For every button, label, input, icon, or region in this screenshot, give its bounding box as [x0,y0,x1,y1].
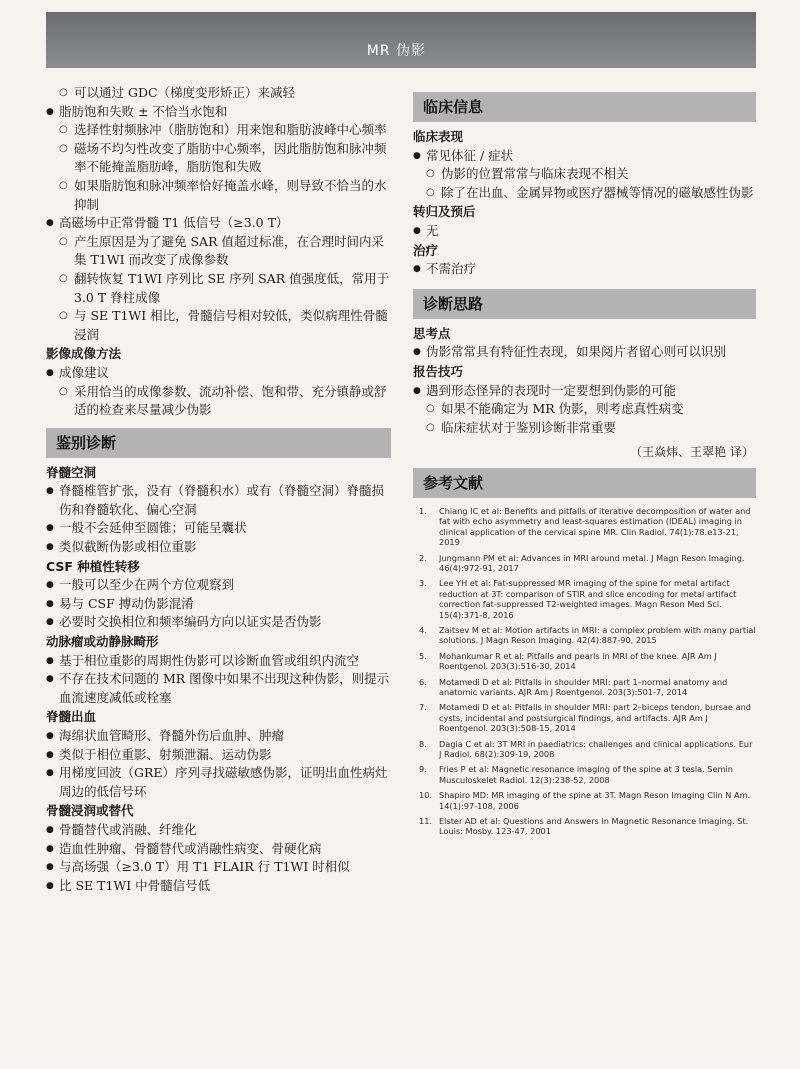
bullet-item: ● 一般可以至少在两个方位观察到 [46,576,391,595]
subsection-heading: 脊髓空洞 [46,464,97,480]
subsection-heading: 脊髓出血 [46,709,97,725]
reference-item [413,651,756,672]
sub-bullet-item: ○ 如果不能确定为 MR 伪影，则考虑真性病变 [413,400,756,419]
subsection-heading: 思考点 [413,325,451,341]
diff-section-title: 鉴别诊断 [46,428,391,458]
bullet-item: ● 海绵状血管畸形、脊髓外伤后血肿、肿瘤 [46,727,391,746]
reference-item [413,553,756,574]
clinical-section-title: 临床信息 [413,92,756,122]
left-top-list [46,84,391,344]
bullet-item: ● 与高场强（≥3.0 T）用 T1 FLAIR 行 T1WI 时相似 [46,858,391,877]
bullet-item: ● 易与 CSF 搏动伪影混淆 [46,595,391,614]
reference-text: Shapiro MD: MR imaging of the spine at 3T. Magn Reson Imaging Clin N Am. 14(1):97-108, 2006 [439,790,751,811]
sub-bullet-item: ○ 采用恰当的成像参数、流动补偿、饱和带、充分镇静或舒适的检查来尽量减少伪影 [46,383,391,420]
bullet-item: ● 类似于相位重影、射频泄漏、运动伪影 [46,746,391,765]
sub-bullet-item: ○ 磁场不均匀性改变了脂肪中心频率，因此脂肪饱和脉冲频率不能掩盖脂肪峰，脂肪饱和失败 [46,140,391,177]
reference-text: Zaitsev M et al: Motion artifacts in MRI: a complex problem with many partial solutions. J Magn Reson Imaging. 42(4):887-90, 2015 [439,624,756,646]
bullet-item: ● 成像建议 [46,364,391,383]
bullet-list [46,576,391,632]
imaging-heading: 影像成像方法 [46,346,122,362]
bullet-list [413,222,756,241]
reference-number: 10. [419,790,433,801]
subsection-heading: 临床表现 [413,129,464,144]
reference-text: Chiang IC et al: Benefits and pitfalls of iterative decomposition of water and fat with echo asymmetry and least-squares estimation (IDEAL) imaging in clinical application of the cervical spine MR. Clin Radiol. 74(1):78.e13-21, 2019 [439,505,751,548]
bullet-item: ● 一般不会延伸至圆锥；可能呈囊状 [46,519,391,538]
bullet-item: ● 必要时交换相位和频率编码方向以证实是否伪影 [46,613,391,632]
bullet-list [46,821,391,895]
subsection-heading: 治疗 [413,242,439,258]
bullet-item: ● 用梯度回波（GRE）序列寻找磁敏感伪影，证明出血性病灶周边的低信号环 [46,764,391,801]
reference-item [413,625,756,646]
reference-number: 9. [419,764,427,775]
reference-item [413,677,756,698]
bullet-item: ● 脊髓椎管扩张，没有（脊髓积水）或有（脊髓空洞）脊髓损伤和脊髓软化、偏心空洞 [46,482,391,519]
reference-item [413,578,756,620]
reference-number: 6. [419,676,427,687]
reference-item [413,739,756,760]
subsection-heading: 报告技巧 [413,363,464,379]
reference-item [413,764,756,785]
bullet-item: ● 不存在技术问题的 MR 图像中如果不出现这种伪影，则提示血流速度减低或栓塞 [46,670,391,707]
bullet-list [46,482,391,556]
reference-number: 4. [419,624,427,635]
translators: （王焱炜、王翠艳 译） [630,445,754,460]
reference-item [413,702,756,733]
reference-text: Elster AD et al: Questions and Answers in Magnetic Resonance Imaging. St. Louis: Mosby. 123-47, 2001 [439,816,749,837]
bullet-item: ● 基于相位重影的周期性伪影可以诊断血管或组织内流空 [46,652,391,671]
refs-section-title: 参考文献 [413,468,756,498]
diag-groups [413,325,756,438]
page-header [46,12,756,68]
reference-number: 7. [419,702,427,713]
reference-text: Dagia C et al: 3T MRI in paediatrics: challenges and clinical applications. Eur J Radiol. 68(2):309-19, 2008 [439,738,753,760]
bullet-list [413,343,756,362]
sub-bullet-item: ○ 产生原因是为了避免 SAR 值超过标准，在合理时间内采集 T1WI 而改变了成像参数 [46,233,391,270]
sub-bullet-item: ○ 可以通过 GDC（梯度变形矫正）来减轻 [46,84,391,103]
bullet-list [46,727,391,801]
reference-item [413,816,756,837]
sub-bullet-item: ○ 翻转恢复 T1WI 序列比 SE 序列 SAR 值强度低，常用于 3.0 T 脊柱成像 [46,270,391,307]
clinical-groups [413,128,756,279]
subsection-heading: 动脉瘤或动静脉畸形 [46,634,159,650]
sub-bullet-item: ○ 选择性射频脉冲（脂肪饱和）用来饱和脂肪波峰中心频率 [46,121,391,140]
reference-number: 11. [419,816,433,827]
reference-number: 2. [419,552,427,563]
bullet-list [46,652,391,708]
bullet-list [413,382,756,438]
bullet-item: ● 比 SE T1WI 中骨髓信号低 [46,877,391,896]
sub-bullet-item: ○ 与 SE T1WI 相比，骨髓信号相对较低，类似病理性骨髓浸润 [46,307,391,344]
reference-text: Fries P et al: Magnetic resonance imaging of the spine at 3 tesla. Semin Musculoskelet Radiol. 12(3):238-52, 2008 [439,764,733,785]
imaging-list [46,364,391,420]
reference-list [413,506,756,837]
reference-number: 5. [419,650,427,661]
subsection-heading: 骨髓浸润或替代 [46,803,134,819]
reference-item [413,790,756,811]
bullet-item: ● 造血性肿瘤、骨髓替代或消融性病变、骨硬化病 [46,840,391,859]
bullet-list [413,147,756,203]
bullet-item: ● 高磁场中正常骨髓 T1 低信号（≥3.0 T） [46,214,391,233]
subsection-heading: 转归及预后 [413,204,476,220]
sub-bullet-item: ○ 如果脂肪饱和脉冲频率恰好掩盖水峰，则导致不恰当的水抑制 [46,177,391,214]
reference-number: 3. [419,578,427,589]
bullet-item: ● 无 [413,222,756,241]
reference-text: Lee YH et al: Fat-suppressed MR imaging of the spine for metal artifact reduction at 3T: comparison of STIR and slice encoding for metal artifact correction fat-suppressed T2-weighted images. Magn Reson Med Sci. 15(4):371-8, 2016 [439,578,737,620]
reference-item [413,506,756,548]
bullet-item: ● 遇到形态怪异的表现时一定要想到伪影的可能 [413,382,756,401]
reference-text: Motamedi D et al: Pitfalls in shoulder MRI: part 1–normal anatomy and anatomic variants. AJR Am J Roentgenol. 203(3):501-7, 2014 [439,676,728,697]
bullet-item: ● 骨髓替代或消融、纤维化 [46,821,391,840]
reference-text: Motamedi D et al: Pitfalls in shoulder MRI: part 2–biceps tendon, bursae and cysts, incidental and postsurgical findings, and artifacts. AJR Am J Roentgenol. 203(3):508-15, 2014 [439,702,751,734]
subsection-heading: CSF 种植性转移 [46,558,140,574]
bullet-item: ● 类似截断伪影或相位重影 [46,538,391,557]
sub-bullet-item: ○ 伪影的位置常常与临床表现不相关 [413,165,756,184]
reference-text: Jungmann PM et al: Advances in MRI around metal. J Magn Reson Imaging. 46(4):972-91, 2017 [439,552,745,573]
bullet-item: ● 常见体征 / 症状 [413,147,756,166]
page-title: MR 伪影 [366,43,426,59]
bullet-item: ● 伪影常常具有特征性表现，如果阅片者留心则可以识别 [413,343,756,362]
left-column [46,84,391,895]
reference-number: 8. [419,738,427,749]
reference-number: 1. [419,505,427,516]
bullet-item: ● 不需治疗 [413,260,756,279]
bullet-list [413,260,756,279]
sub-bullet-item: ○ 除了在出血、金属异物或医疗器械等情况的磁敏感性伪影 [413,184,756,203]
bullet-item: ● 脂肪饱和失败 ± 不恰当水饱和 [46,103,391,122]
right-column [413,84,756,842]
diff-groups [46,464,391,896]
sub-bullet-item: ○ 临床症状对于鉴别诊断非常重要 [413,419,756,438]
reference-text: Mohankumar R et al: Pitfalls and pearls in MRI of the knee. AJR Am J Roentgenol. 203(3):516-30, 2014 [439,650,717,672]
diag-section-title: 诊断思路 [413,289,756,319]
